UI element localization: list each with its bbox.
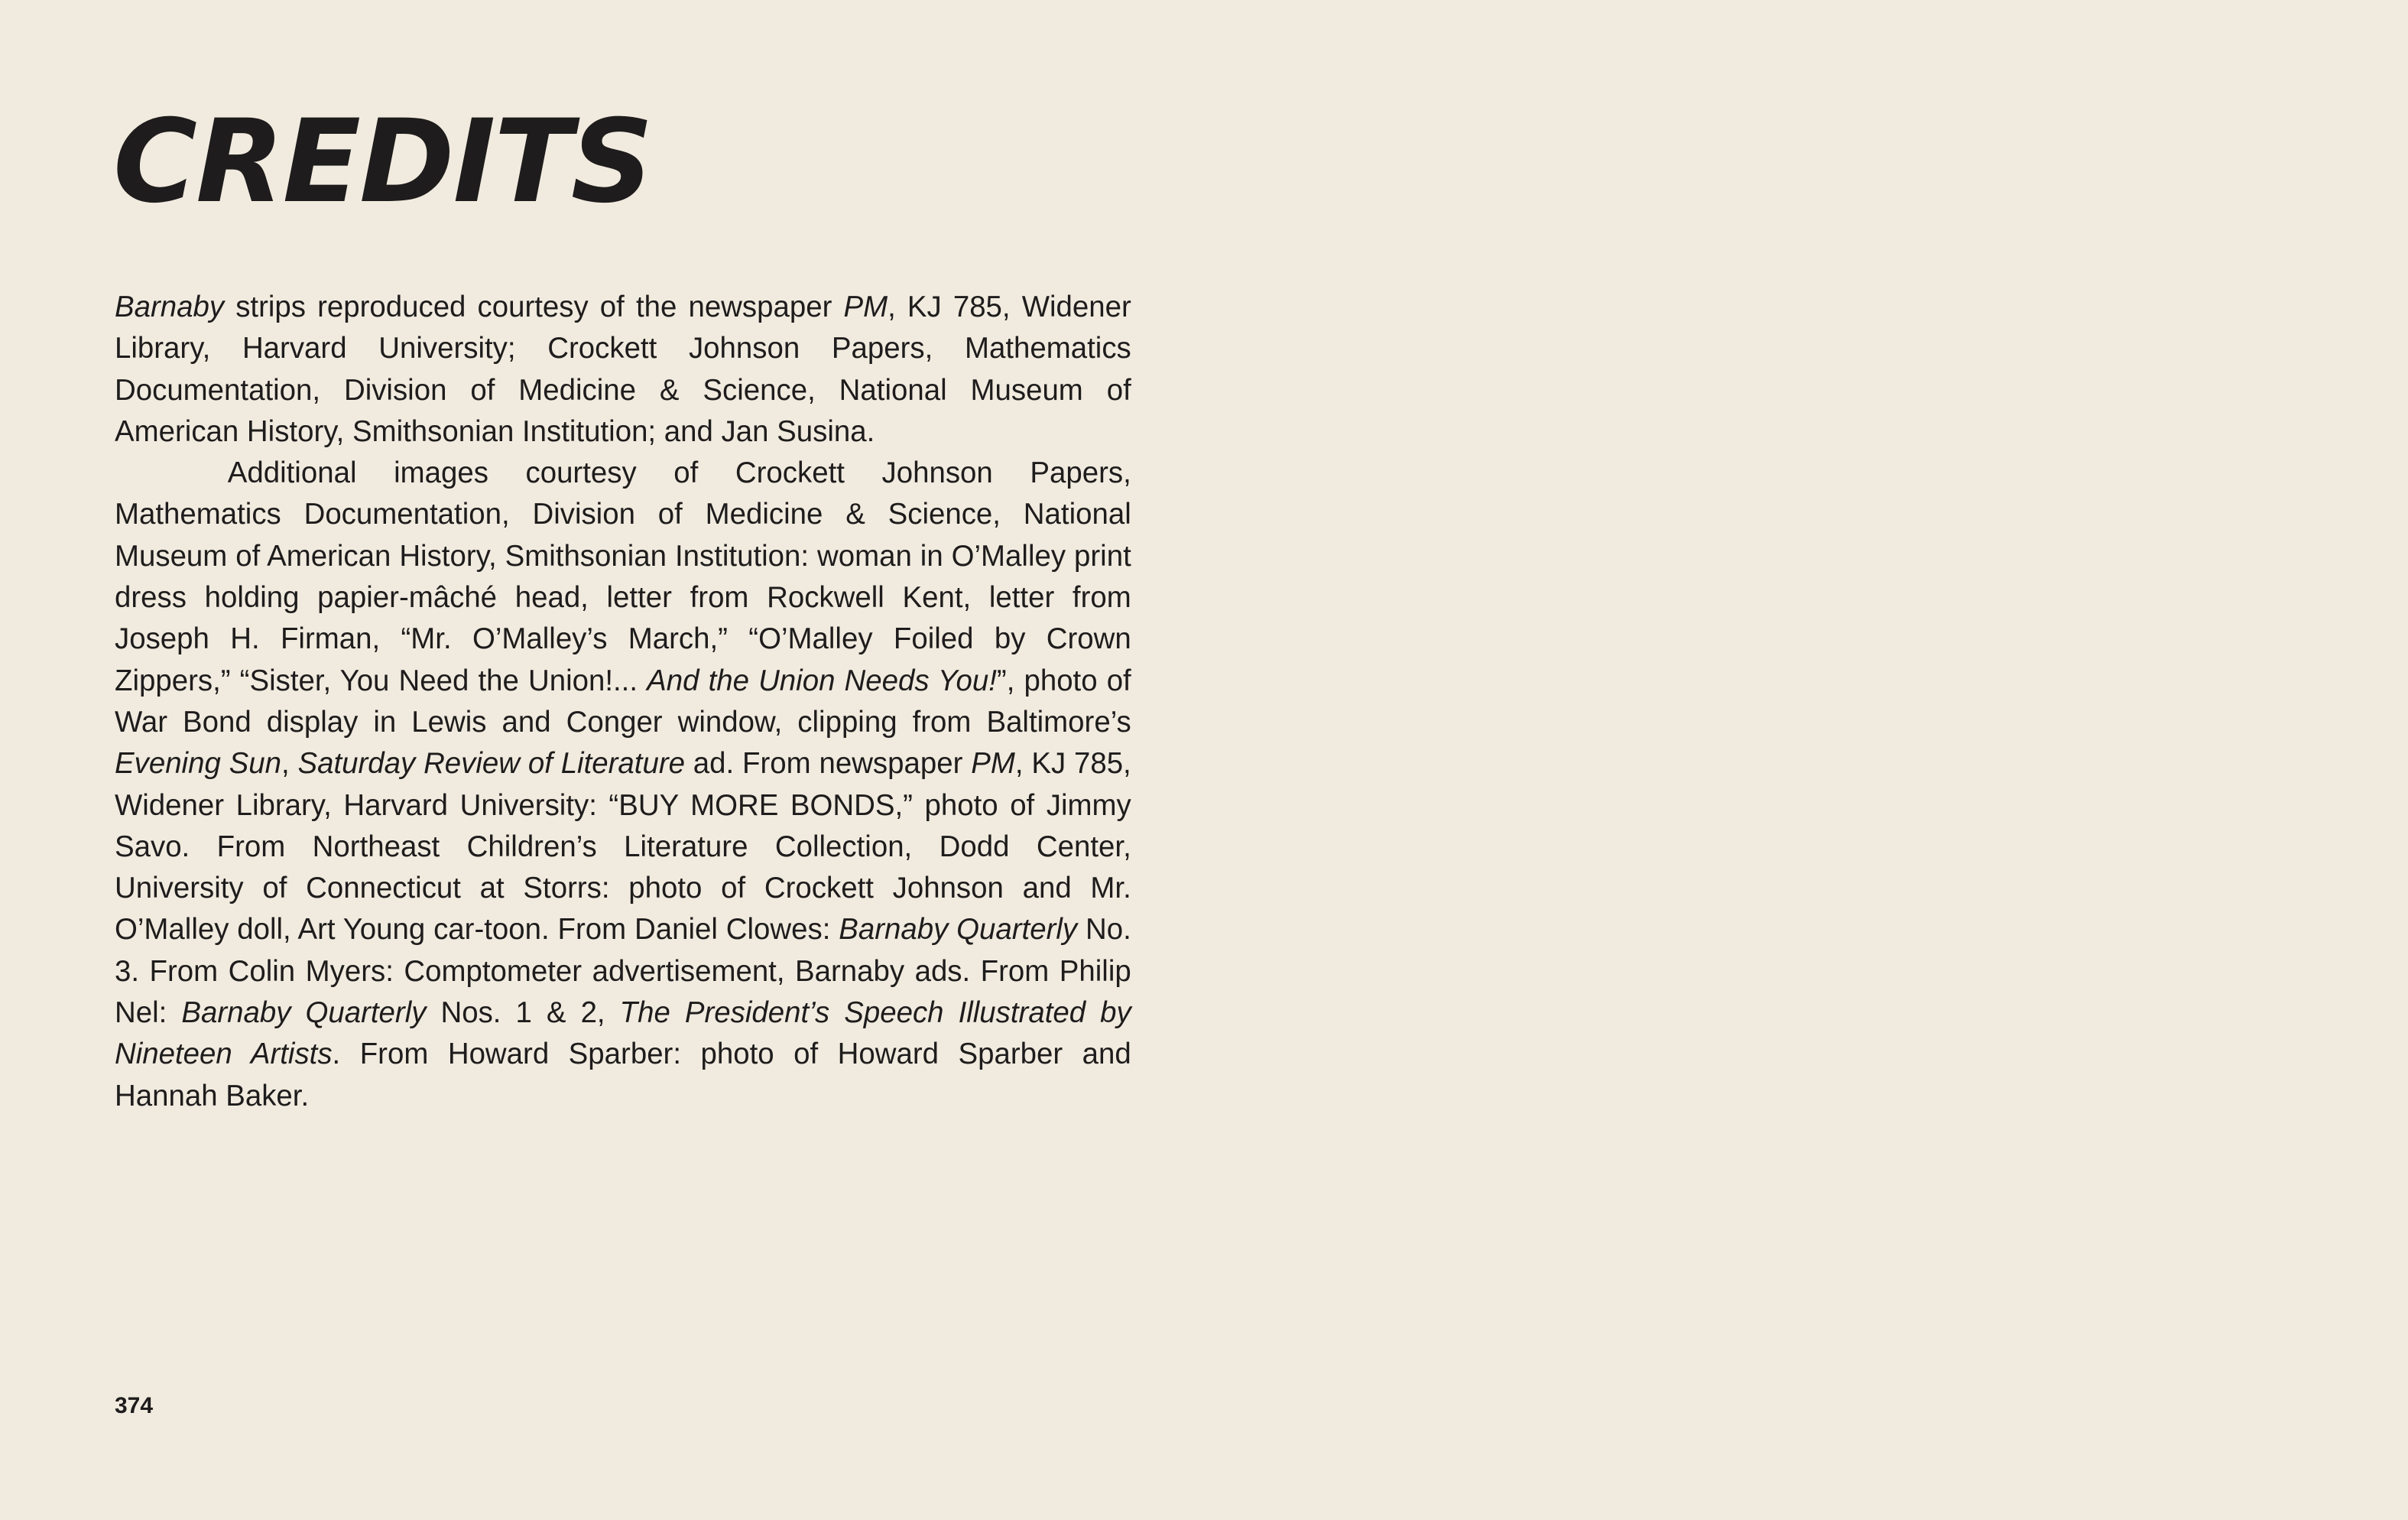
page-number: 374 [115, 1393, 154, 1418]
text-run: ad. From newspaper [684, 747, 972, 781]
italic-title: Saturday Review of Literature [297, 747, 685, 781]
italic-title: PM [843, 291, 888, 323]
text-run: strips reproduced courtesy of the newspaper [224, 291, 844, 323]
credits-paragraph-1 [115, 287, 1131, 453]
text-run: , [281, 747, 298, 781]
italic-title: PM [971, 747, 1015, 781]
italic-title: Barnaby Quarterly [181, 996, 427, 1030]
text-run: , KJ 785, Widener Library, Harvard University: “BUY MORE BONDS,” photo of Jimmy Savo. From Northeast Children’s Literature Collection, Dodd Center, University of Connecticut at Storrs: photo of Crockett Johnson and Mr. O’Malley doll, Art Young car-toon. From Daniel Clowes: [115, 747, 1131, 947]
text-run: ”, photo of War Bond display in Lewis and Conger window, clipping from Baltimore’s [115, 664, 1131, 739]
italic-title: Barnaby Quarterly [839, 913, 1078, 947]
italic-title: Evening Sun [115, 747, 281, 781]
text-run: No. 3. From Colin Myers: Comptometer advertisement, Barnaby ads. From Philip Nel: [115, 913, 1131, 1030]
italic-title: The President’s Speech Illustrated by Nineteen Artists [115, 996, 1131, 1071]
text-run: Nos. 1 & 2, [426, 996, 620, 1030]
italic-title: And the Union Needs You! [647, 664, 997, 697]
text-run: , KJ 785, Widener Library, Harvard University; Crockett Johnson Papers, Mathematics Documentation, Division of Medicine & Science, National Museum of American History, Smithsonian Institution; and Jan Susina. [115, 291, 1131, 448]
credits-body [115, 287, 1131, 1117]
italic-title: Barnaby [115, 291, 225, 323]
text-run: . From Howard Sparber: photo of Howard Sparber and Hannah Baker. [115, 1038, 1131, 1112]
text-run: Additional images courtesy of Crockett Johnson Papers, Mathematics Documentation, Division of Medicine & Science, National Museum of American History, Smithsonian Institution: woman in O’Malley print dress holding papier-mâché head, letter from Rockwell Kent, letter from Joseph H. Firman, “Mr. O’Malley’s March,” “O’Malley Foiled by Crown Zippers,” “Sister, You Need the Union!... [115, 456, 1131, 697]
page-title: CREDITS [113, 96, 652, 229]
credits-paragraph-2 [115, 453, 1131, 1117]
